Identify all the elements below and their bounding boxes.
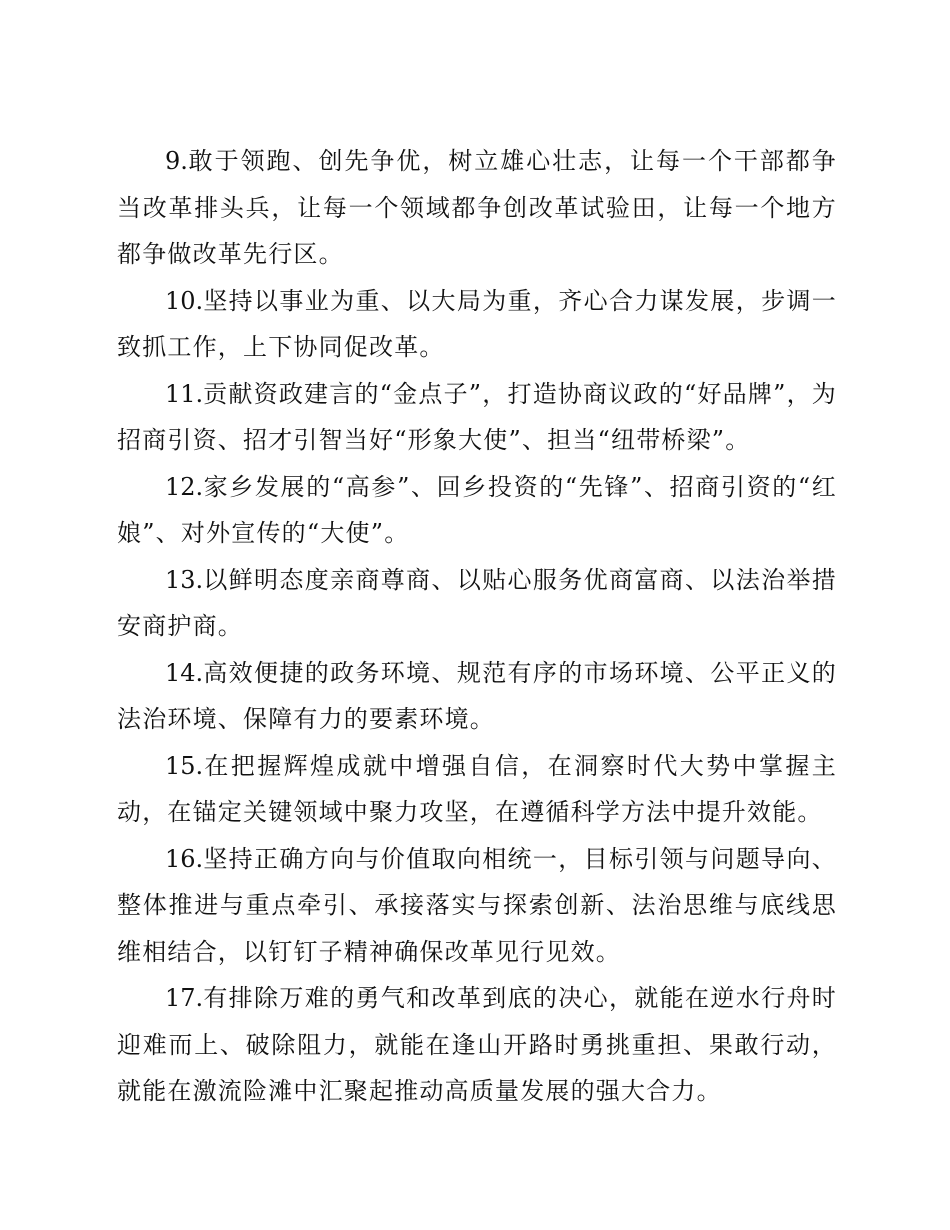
paragraph-number: 11. — [165, 379, 204, 408]
paragraph-17 — [117, 975, 837, 1115]
paragraph-10 — [117, 278, 837, 371]
paragraph-number: 17. — [165, 984, 204, 1012]
paragraph-number: 14. — [165, 658, 204, 687]
paragraph-text: 坚持正确方向与价值取向相统一，目标引领与问题导向、整体推进与重点牵引、承接落实与探索创新、法治思维与底线思维相结合，以钉钉子精神确保改革见行见效。 — [117, 844, 837, 966]
paragraph-9 — [117, 138, 837, 278]
paragraph-number: 9. — [165, 147, 188, 175]
paragraph-13 — [117, 557, 837, 650]
paragraph-14 — [117, 650, 837, 743]
paragraph-11 — [117, 371, 837, 464]
paragraph-text: 有排除万难的勇气和改革到底的决心，就能在逆水行舟时迎难而上、破除阻力，就能在逢山开路时勇挑重担、果敢行动，就能在激流险滩中汇聚起推动高质量发展的强大合力。 — [117, 984, 837, 1105]
paragraph-text: 家乡发展的“高参”、回乡投资的“先锋”、招商引资的“红娘”、对外宣传的“大使”。 — [117, 472, 837, 547]
paragraph-number: 15. — [165, 751, 204, 780]
paragraph-16 — [117, 836, 837, 976]
paragraph-15 — [117, 743, 837, 836]
paragraph-number: 10. — [165, 286, 204, 315]
paragraph-text: 坚持以事业为重、以大局为重，齐心合力谋发展，步调一致抓工作，上下协同促改革。 — [117, 286, 837, 361]
paragraph-text: 在把握辉煌成就中增强自信，在洞察时代大势中掌握主动，在锚定关键领域中聚力攻坚，在遵循科学方法中提升效能。 — [117, 751, 837, 826]
paragraph-text: 以鲜明态度亲商尊商、以贴心服务优商富商、以法治举措安商护商。 — [117, 565, 837, 640]
paragraph-number: 16. — [165, 844, 204, 873]
document-body — [117, 138, 837, 1115]
paragraph-number: 12. — [165, 472, 204, 501]
paragraph-text: 敢于领跑、创先争优，树立雄心壮志，让每一个干部都争当改革排头兵，让每一个领域都争创改革试验田，让每一个地方都争做改革先行区。 — [117, 147, 837, 268]
paragraph-text: 高效便捷的政务环境、规范有序的市场环境、公平正义的法治环境、保障有力的要素环境。 — [117, 658, 837, 733]
paragraph-12 — [117, 464, 837, 557]
paragraph-number: 13. — [165, 565, 204, 594]
paragraph-text: 贡献资政建言的“金点子”，打造协商议政的“好品牌”，为招商引资、招才引智当好“形象大使”、担当“纽带桥梁”。 — [117, 379, 837, 454]
